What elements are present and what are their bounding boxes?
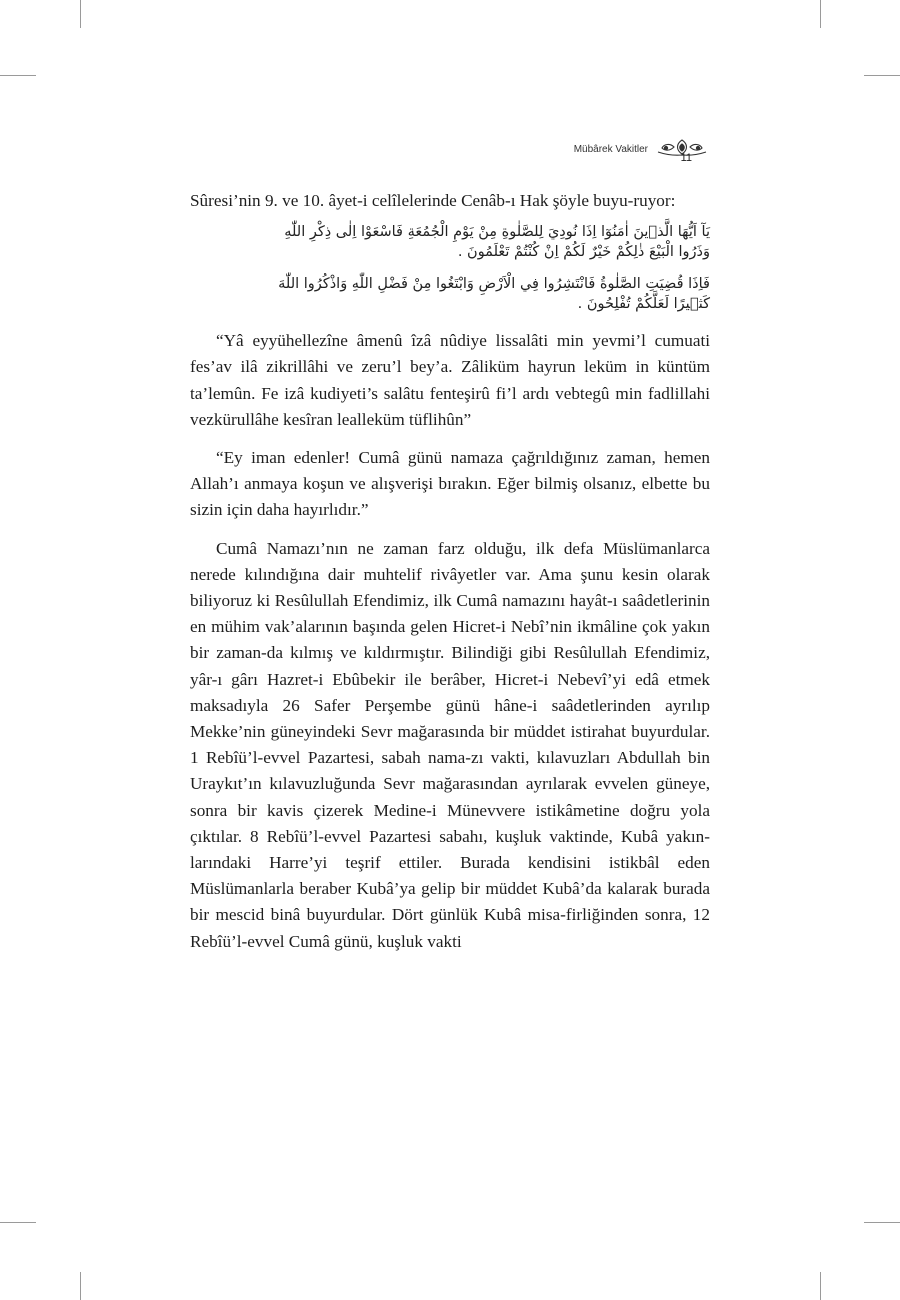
crop-mark bbox=[0, 1222, 36, 1223]
crop-mark bbox=[80, 0, 81, 28]
running-title: Mübârek Vakitler bbox=[573, 144, 648, 155]
translation-paragraph: “Ey iman edenler! Cumâ günü namaza çağrıldığınız zaman, hemen Allah’ı anmaya koşun ve alışverişi bırakın. Eğer bilmiş olsanız, elbette bu sizin için daha hayırlıdır.” bbox=[190, 448, 710, 520]
page-number: 11 bbox=[680, 152, 692, 164]
arabic-line: فَاِذَا قُضِيَتِ الصَّلٰوةُ فَانْتَشِرُوا فِي الْاَرْضِ وَابْتَغُوا مِنْ فَضْلِ اللّٰهِ وَاذْكُرُوا اللّٰهَ bbox=[278, 276, 710, 293]
crop-mark bbox=[0, 75, 36, 76]
intro-paragraph: Sûresi’nin 9. ve 10. âyet-i celîlelerinde Cenâb-ı Hak şöyle buyu-ruyor: bbox=[190, 191, 676, 210]
crop-mark bbox=[864, 1222, 900, 1223]
main-paragraph: Cumâ Namazı’nın ne zaman farz olduğu, ilk defa Müslümanlarca nerede kılındığına dair muhtelif rivâyetler var. Ama şunu kesin olarak biliyoruz ki Resûlullah Efendimiz, ilk Cumâ namazını hayât-ı saâdetlerinin en mühim vak’alarının başında gelen Hicret-i Nebî’nin ikmâline çok yakın bir zaman-da kılmış ve kıldırmıştır. Bilindiği gibi Resûlullah Efendimiz, yâr-ı gârı Hazret-i Ebûbekir ile berâber, Hicret-i Nebevî’yi edâ etmek maksadıyla 26 Safer Perşembe günü hâne-i saâdetlerinden ayrılıp Mekke’nin güneyindeki Sevr mağarasında bir müddet istirahat buyurdular. 1 Rebîü’l-evvel Pazartesi, sabah nama-zı vakti, kılavuzları Abdullah bin Uraykıt’ın kılavuzluğunda Sevr mağarasından ayrılarak evvelen güneye, sonra bir kavis çizerek Medine-i Münevvere istikâmetine doğru yola çıktılar. 8 Rebîü’l-evvel Pazartesi sabahı, kuşluk vaktinde, Kubâ yakın-larındaki Harre’yi teşrif ettiler. Burada kendisini istikbâl eden Müslümanlarla beraber Kubâ’ya gelip bir müddet Kubâ’da kalarak burada bir mescid binâ buyurdular. Dört günlük Kubâ misa-firliğinden sonra, 12 Rebîü’l-evvel Cumâ günü, kuşluk vakti bbox=[190, 538, 710, 951]
crop-mark bbox=[820, 0, 821, 28]
arabic-line: وَذَرُوا الْبَيْعَ ذٰلِكُمْ خَيْرٌ لَكُمْ اِنْ كُنْتُمْ تَعْلَمُونَ . bbox=[457, 244, 710, 261]
crop-mark bbox=[80, 1272, 81, 1300]
arabic-line: كَثٖيرًا لَعَلَّكُمْ تُفْلِحُونَ . bbox=[577, 296, 710, 313]
transliteration-paragraph: “Yâ eyyühellezîne âmenû îzâ nûdiye lissalâti min yevmi’l cumuati fes’av ilâ zikrillâhi ve zeru’l bey’a. Zâliküm hayrun leküm in küntüm ta’lemûn. Fe izâ kudiyeti’s salâtu fenteşirû fi’l ardı vebtegû min fadlillahi vezkürullâhe kesîran lealleküm tüflihûn” bbox=[190, 331, 710, 429]
arabic-verse bbox=[234, 222, 710, 314]
crop-mark bbox=[820, 1272, 821, 1300]
running-head bbox=[520, 138, 710, 168]
body-text bbox=[190, 188, 710, 955]
crop-mark bbox=[864, 75, 900, 76]
arabic-line: يَآ اَيُّهَا الَّذٖينَ اٰمَنُوٓا اِذَا نُودِيَ لِلصَّلٰوةِ مِنْ يَوْمِ الْجُمُعَةِ فَاسْعَوْا اِلٰى ذِكْرِ اللّٰهِ bbox=[284, 224, 710, 241]
